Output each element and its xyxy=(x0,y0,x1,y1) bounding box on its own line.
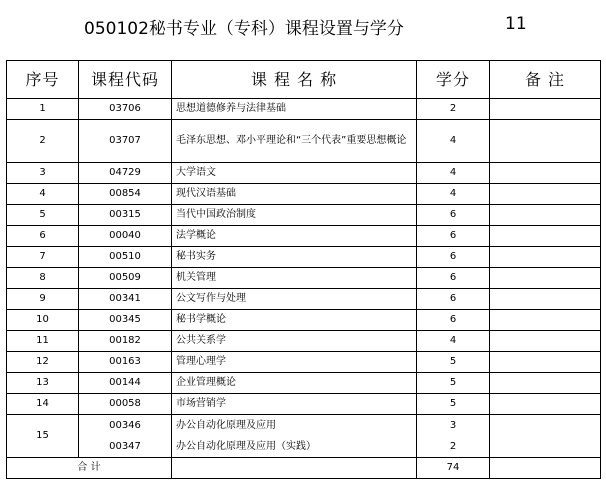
cell-code: 00040 xyxy=(79,226,172,247)
header-row xyxy=(7,61,601,99)
cell-credit: 4 xyxy=(417,331,490,352)
title-text: 050102秘书专业（专科）课程设置与学分 xyxy=(84,19,404,39)
cell-code: 00058 xyxy=(79,394,172,415)
cell-remark xyxy=(490,163,601,184)
cell-code: 04729 xyxy=(79,163,172,184)
table-row xyxy=(7,99,601,120)
cell-name: 秘书实务 xyxy=(172,247,417,268)
cell-seq: 2 xyxy=(7,120,79,163)
cell-code: 00315 xyxy=(79,205,172,226)
cell-name: 管理心理学 xyxy=(172,352,417,373)
cell-seq: 7 xyxy=(7,247,79,268)
cell-remark xyxy=(490,373,601,394)
cell-seq: 1 xyxy=(7,99,79,120)
cell-credit: 6 xyxy=(417,247,490,268)
cell-seq: 12 xyxy=(7,352,79,373)
cell-seq: 15 xyxy=(7,415,79,458)
table-body xyxy=(7,99,601,479)
cell-code: 00182 xyxy=(79,331,172,352)
total-credit: 74 xyxy=(417,458,490,479)
cell-credit: 6 xyxy=(417,289,490,310)
cell-code: 00509 xyxy=(79,268,172,289)
table-row xyxy=(7,268,601,289)
cell-code xyxy=(79,415,172,458)
cell-name: 当代中国政治制度 xyxy=(172,205,417,226)
cell-name: 思想道德修养与法律基础 xyxy=(172,99,417,120)
cell-code: 00510 xyxy=(79,247,172,268)
cell-seq: 5 xyxy=(7,205,79,226)
cell-credit: 5 xyxy=(417,394,490,415)
cell-remark xyxy=(490,205,601,226)
document-title xyxy=(0,14,606,40)
cell-remark xyxy=(490,331,601,352)
cell-name: 大学语文 xyxy=(172,163,417,184)
cell-remark xyxy=(490,99,601,120)
cell-seq: 4 xyxy=(7,184,79,205)
cell-credit: 4 xyxy=(417,163,490,184)
cell-remark xyxy=(490,268,601,289)
cell-remark xyxy=(490,120,601,163)
header-remark: 备 注 xyxy=(490,61,601,99)
header-name: 课 程 名 称 xyxy=(172,61,417,99)
table-row xyxy=(7,289,601,310)
cell-code: 00163 xyxy=(79,352,172,373)
cell-credit xyxy=(417,415,490,458)
cell-remark xyxy=(490,184,601,205)
table-row xyxy=(7,373,601,394)
cell-remark xyxy=(490,352,601,373)
cell-name: 企业管理概论 xyxy=(172,373,417,394)
cell-credit: 2 xyxy=(417,99,490,120)
cell-remark xyxy=(490,415,601,458)
cell-credit-b: 2 xyxy=(449,441,457,452)
cell-name: 市场营销学 xyxy=(172,394,417,415)
cell-seq: 13 xyxy=(7,373,79,394)
cell-seq: 3 xyxy=(7,163,79,184)
cell-credit: 5 xyxy=(417,352,490,373)
table-row xyxy=(7,415,601,458)
cell-name-a: 办公自动化原理及应用 xyxy=(176,420,276,431)
cell-credit: 6 xyxy=(417,226,490,247)
cell-credit: 6 xyxy=(417,205,490,226)
header-seq: 序号 xyxy=(7,61,79,99)
table-row xyxy=(7,226,601,247)
cell-name xyxy=(172,415,417,458)
table-row xyxy=(7,310,601,331)
table-row xyxy=(7,163,601,184)
table-row xyxy=(7,352,601,373)
cell-credit-a: 3 xyxy=(449,420,457,431)
cell-remark xyxy=(490,289,601,310)
cell-name: 法学概论 xyxy=(172,226,417,247)
header-credit: 学分 xyxy=(417,61,490,99)
total-name-empty xyxy=(172,458,417,479)
cell-seq: 8 xyxy=(7,268,79,289)
cell-code: 03706 xyxy=(79,99,172,120)
header-code: 课程代码 xyxy=(79,61,172,99)
cell-name: 机关管理 xyxy=(172,268,417,289)
cell-credit: 4 xyxy=(417,120,490,163)
cell-code-b: 00347 xyxy=(109,441,141,452)
total-row xyxy=(7,458,601,479)
total-label: 合 计 xyxy=(7,458,172,479)
total-remark xyxy=(490,458,601,479)
page-number: 11 xyxy=(505,14,527,34)
course-table xyxy=(6,60,601,479)
cell-name: 公共关系学 xyxy=(172,331,417,352)
cell-remark xyxy=(490,226,601,247)
cell-seq: 11 xyxy=(7,331,79,352)
cell-seq: 10 xyxy=(7,310,79,331)
cell-seq: 9 xyxy=(7,289,79,310)
cell-credit: 4 xyxy=(417,184,490,205)
cell-remark xyxy=(490,394,601,415)
cell-code: 00341 xyxy=(79,289,172,310)
table-row xyxy=(7,394,601,415)
cell-code: 00345 xyxy=(79,310,172,331)
cell-seq: 6 xyxy=(7,226,79,247)
cell-credit: 6 xyxy=(417,310,490,331)
cell-name: 毛泽东思想、邓小平理论和“三个代表”重要思想概论 xyxy=(172,120,417,163)
cell-seq: 14 xyxy=(7,394,79,415)
cell-remark xyxy=(490,247,601,268)
table-row xyxy=(7,184,601,205)
cell-credit: 5 xyxy=(417,373,490,394)
cell-remark xyxy=(490,310,601,331)
table-row xyxy=(7,331,601,352)
cell-name: 公文写作与处理 xyxy=(172,289,417,310)
cell-name: 现代汉语基础 xyxy=(172,184,417,205)
cell-credit: 6 xyxy=(417,268,490,289)
cell-name: 秘书学概论 xyxy=(172,310,417,331)
table-row xyxy=(7,120,601,163)
table-row xyxy=(7,247,601,268)
cell-code-a: 00346 xyxy=(109,420,141,431)
cell-code: 00144 xyxy=(79,373,172,394)
table-row xyxy=(7,205,601,226)
cell-code: 00854 xyxy=(79,184,172,205)
cell-name-b: 办公自动化原理及应用（实践） xyxy=(176,441,316,452)
cell-code: 03707 xyxy=(79,120,172,163)
